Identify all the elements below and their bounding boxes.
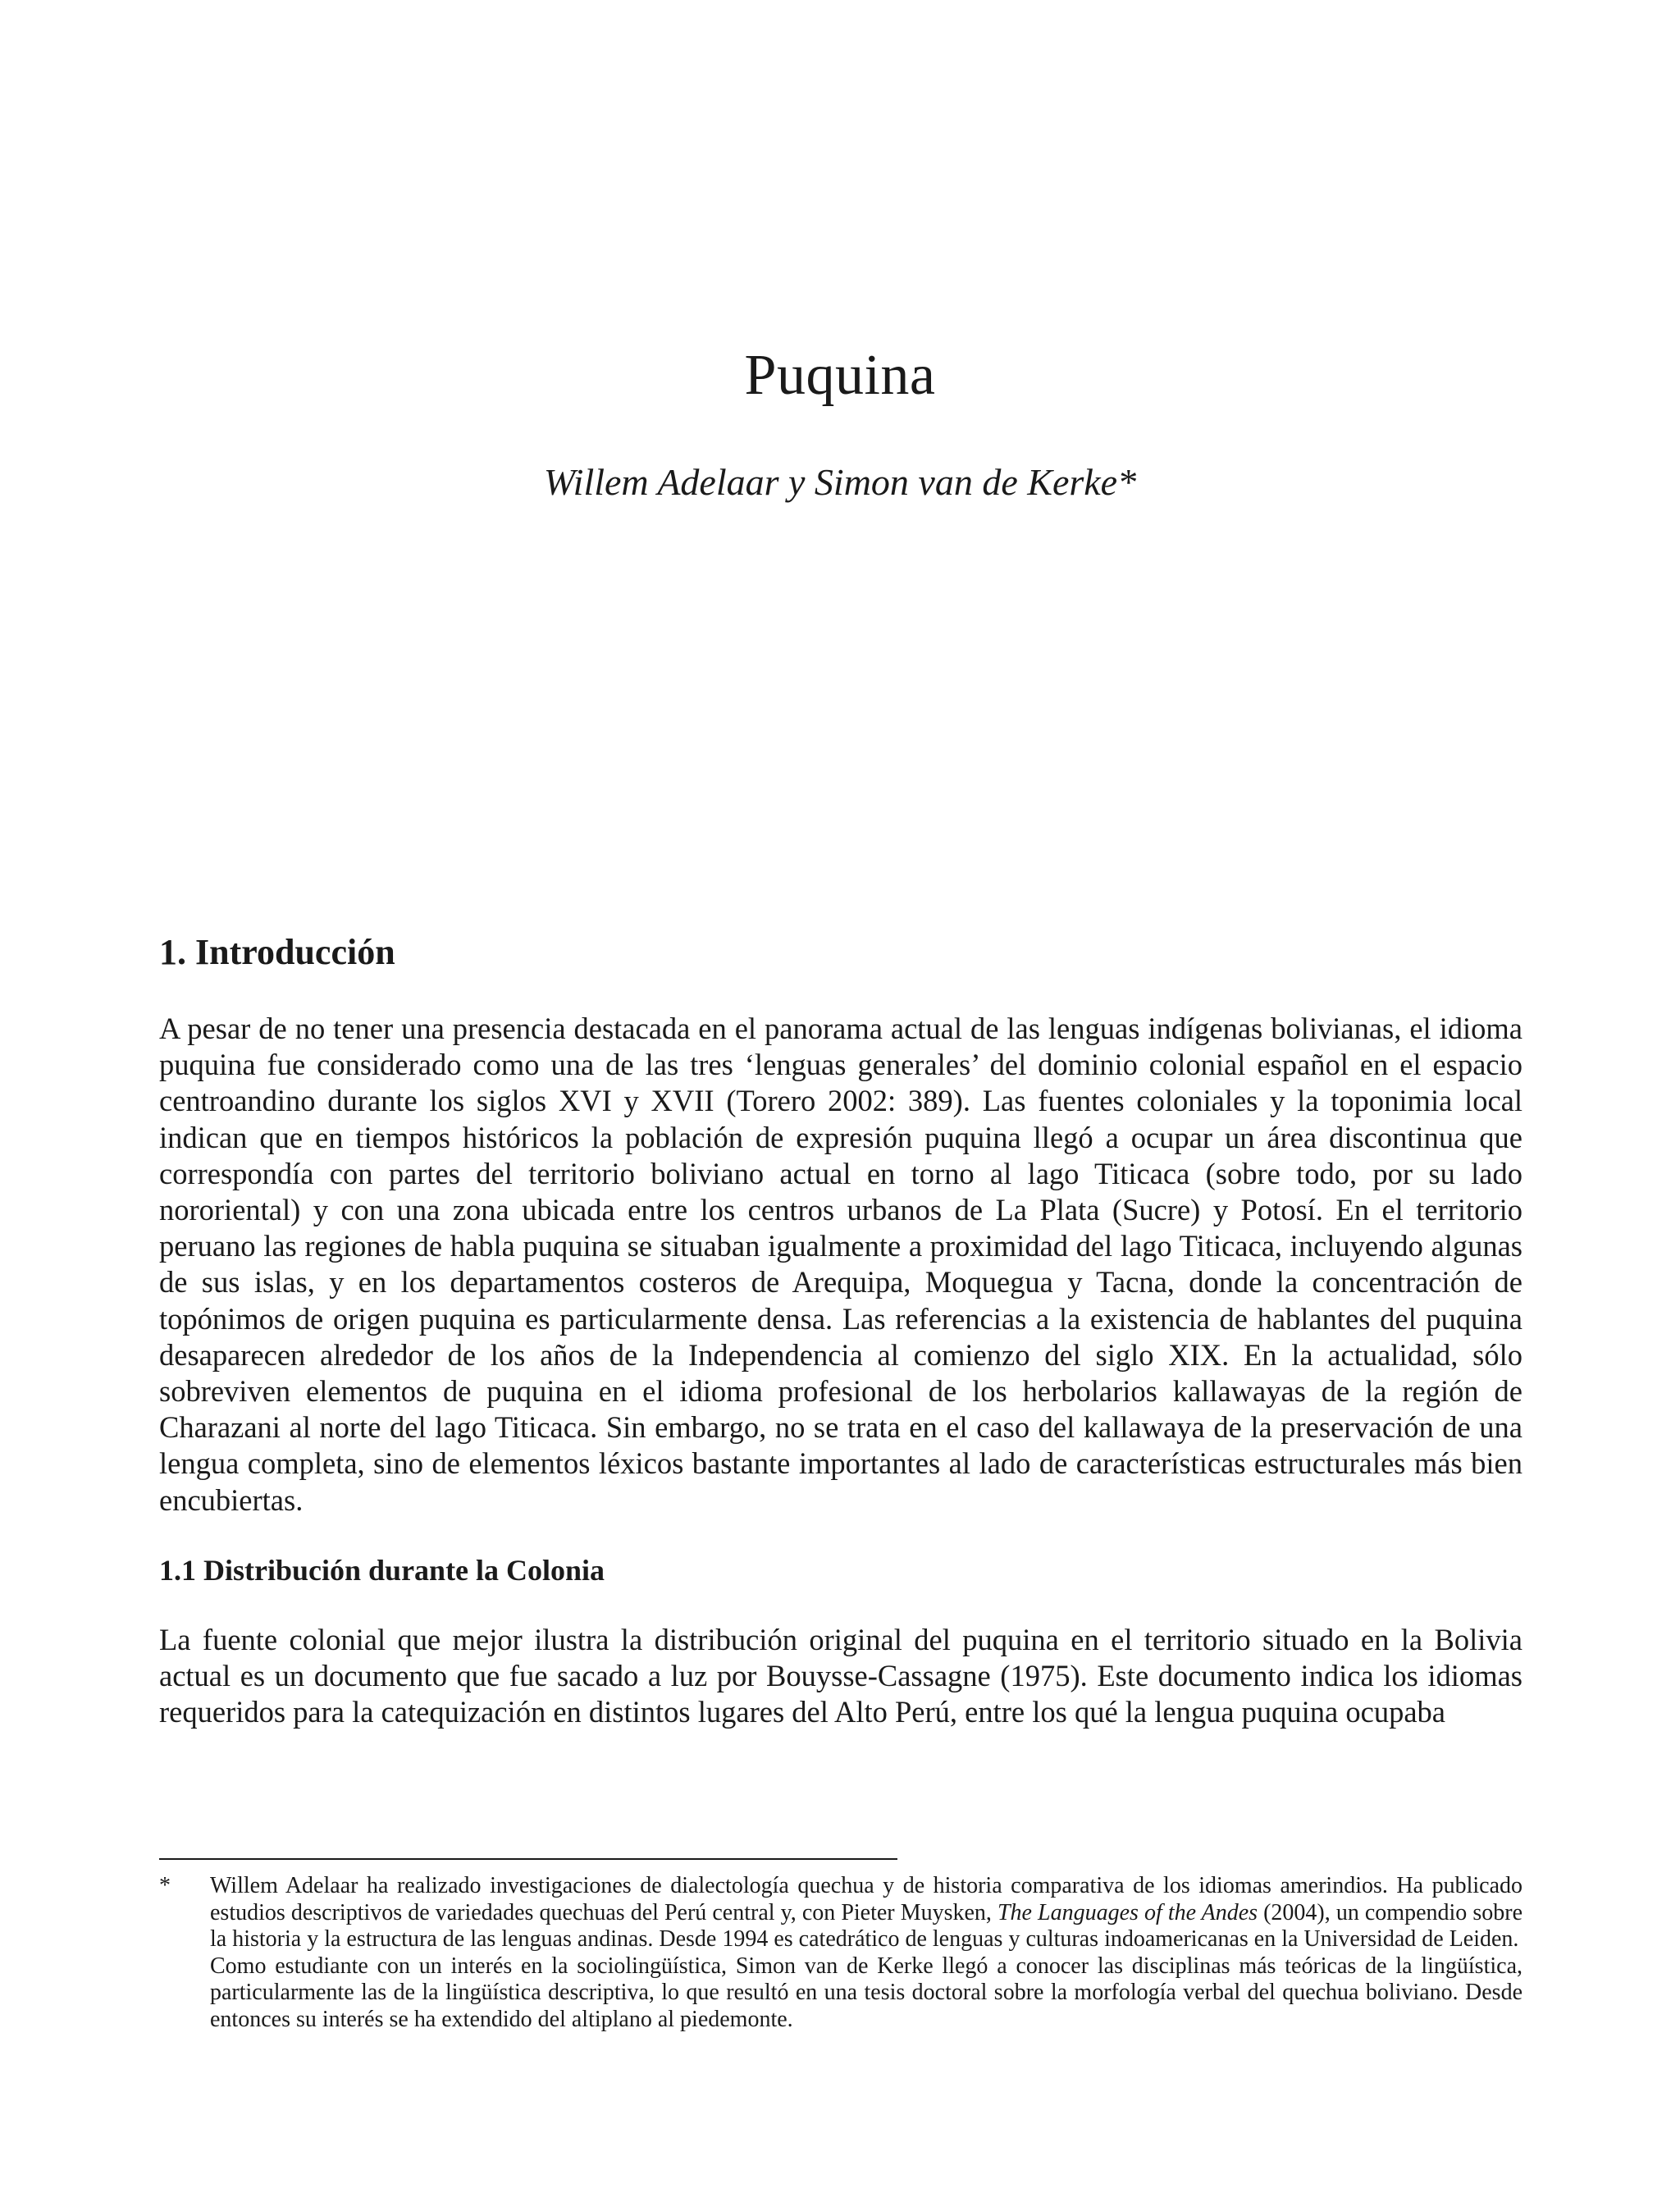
subsection-heading-distribucion: 1.1 Distribución durante la Colonia — [159, 1554, 605, 1587]
footnote-text-before: Willem Adelaar ha realizado investigaciones de dialectología quechua y de historia comparativa de los idiomas amerindios. Ha publicado estudios descriptivos de variedades quechuas del Perú central y, con Pieter Muysken, — [210, 1873, 1522, 1925]
footnote-divider — [159, 1858, 897, 1860]
footnote-book-title: The Languages of the Andes — [997, 1899, 1258, 1925]
section-paragraph-introduccion: A pesar de no tener una presencia destacada en el panorama actual de las lenguas indígenas bolivianas, el idioma puquina fue considerado como una de las tres ‘lenguas generales’ del dominio colonial español en el espacio centroandino durante los siglos XVI y XVII (Torero 2002: 389). Las fuentes coloniales y la toponimia local indican que en tiempos históricos la población de expresión puquina llegó a ocupar un área discontinua que correspondía con partes del territorio boliviano actual en torno al lago Titicaca (sobre todo, por su lado nororiental) y con una zona ubicada entre los centros urbanos de La Plata (Sucre) y Potosí. En el territorio peruano las regiones de habla puquina se situaban igualmente a proximidad del lago Titicaca, incluyendo algunas de sus islas, y en los departamentos costeros de Arequipa, Moquegua y Tacna, donde la concentración de topónimos de origen puquina es particularmente densa. Las referencias a la existencia de hablantes del puquina desaparecen alrededor de los años de la Independencia al comienzo del siglo XIX. En la actualidad, sólo sobreviven elementos de puquina en el idioma profesional de los herbolarios kallawayas de la región de Charazani al norte del lago Titicaca. Sin embargo, no se trata en el caso del kallawaya de la preservación de una lengua completa, sino de elementos léxicos bastante importantes al lado de características estructurales más bien encubiertas. — [159, 1012, 1522, 1517]
section-heading-introduccion: 1. Introducción — [159, 932, 395, 972]
footnote-paragraph-adelaar — [210, 1873, 1522, 1953]
footnote-body — [210, 1873, 1522, 2034]
footnote-marker: * — [159, 1873, 171, 1898]
footnote — [159, 1873, 1522, 2034]
subsection-paragraph-distribucion: La fuente colonial que mejor ilustra la distribución original del puquina en el territorio situado en la Bolivia actual es un documento que fue sacado a luz por Bouysse-Cassagne (1975). Este documento indica los idiomas requeridos para la catequización en distintos lugares del Alto Perú, entre los qué la lengua puquina ocupaba — [159, 1623, 1522, 1729]
chapter-title: Puquina — [744, 344, 936, 407]
footnote-paragraph-van-de-kerke: Como estudiante con un interés en la sociolingüística, Simon van de Kerke llegó a conocer las disciplinas más teóricas de la lingüística, particularmente las de la lingüística descriptiva, lo que resultó en una tesis doctoral sobre la morfología verbal del quechua boliviano. Desde entonces su interés se ha extendido del altiplano al piedemonte. — [210, 1953, 1522, 2032]
chapter-authors: Willem Adelaar y Simon van de Kerke* — [543, 461, 1137, 503]
footnote-text-after: (2004), un compendio sobre la historia y la estructura de las lenguas andinas. Desde 1994 es catedrático de lenguas y culturas indoamericanas en la Universidad de Leiden. — [210, 1899, 1523, 1953]
